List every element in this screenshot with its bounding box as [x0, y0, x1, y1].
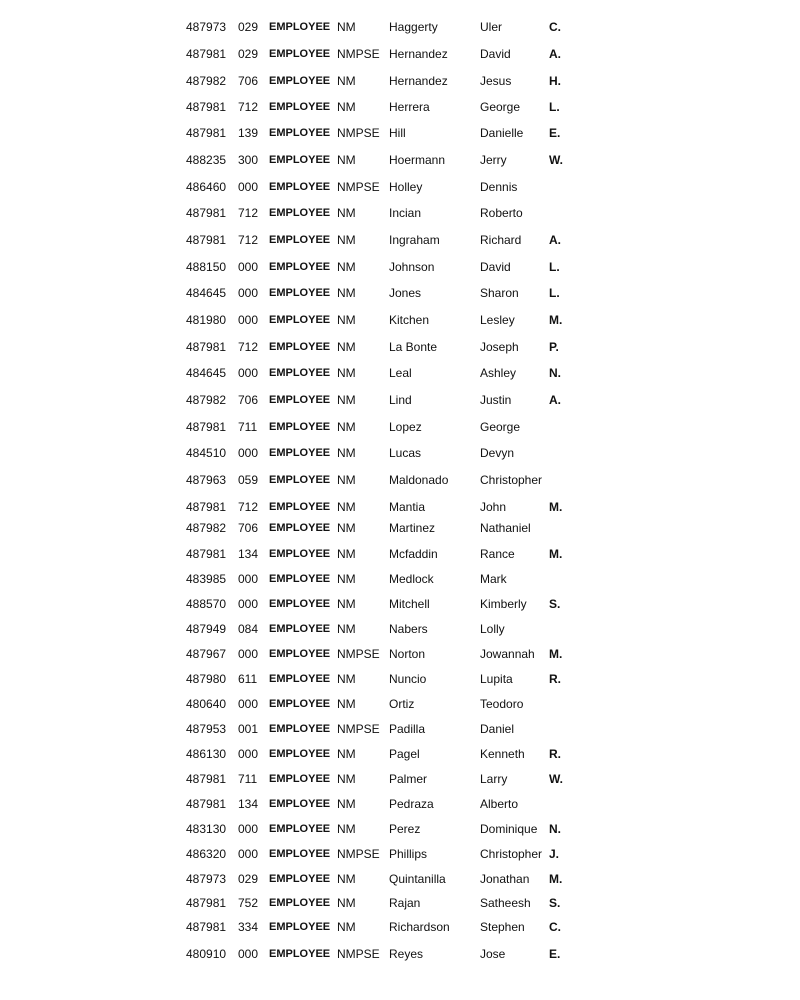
- group-code: NMPSE: [337, 947, 380, 961]
- first-name: Mark: [480, 572, 507, 586]
- middle-initial: M.: [549, 872, 563, 886]
- dept-code: 139: [238, 126, 259, 140]
- middle-initial: N.: [549, 366, 561, 380]
- record-type: EMPLOYEE: [269, 261, 331, 273]
- dept-code: 706: [238, 393, 259, 407]
- record-type: EMPLOYEE: [269, 823, 331, 835]
- first-name: Lolly: [480, 622, 505, 636]
- dept-code: 000: [238, 947, 259, 961]
- table-row: [0, 794, 800, 814]
- employee-id: 487981: [186, 206, 227, 220]
- employee-id: 481980: [186, 313, 227, 327]
- middle-initial: S.: [549, 896, 561, 910]
- table-row: [0, 44, 800, 64]
- dept-code: 029: [238, 20, 259, 34]
- employee-id: 487973: [186, 872, 227, 886]
- record-type: EMPLOYEE: [269, 873, 331, 885]
- employee-id: 484510: [186, 446, 227, 460]
- table-row: [0, 230, 800, 250]
- dept-code: 029: [238, 872, 259, 886]
- last-name: Ortiz: [389, 697, 415, 711]
- first-name: Satheesh: [480, 896, 531, 910]
- record-type: EMPLOYEE: [269, 181, 331, 193]
- record-type: EMPLOYEE: [269, 367, 331, 379]
- employee-id: 487967: [186, 647, 227, 661]
- group-code: NM: [337, 74, 356, 88]
- last-name: Hoermann: [389, 153, 446, 167]
- first-name: Jonathan: [480, 872, 530, 886]
- group-code: NM: [337, 420, 356, 434]
- group-code: NM: [337, 521, 356, 535]
- last-name: Phillips: [389, 847, 428, 861]
- first-name: Justin: [480, 393, 512, 407]
- last-name: Martinez: [389, 521, 436, 535]
- dept-code: 000: [238, 446, 259, 460]
- record-type: EMPLOYEE: [269, 748, 331, 760]
- record-type: EMPLOYEE: [269, 341, 331, 353]
- employee-id: 487981: [186, 500, 227, 514]
- middle-initial: M.: [549, 647, 563, 661]
- middle-initial: E.: [549, 947, 561, 961]
- last-name: Incian: [389, 206, 422, 220]
- middle-initial: S.: [549, 597, 561, 611]
- table-row: [0, 594, 800, 614]
- employee-id: 480640: [186, 697, 227, 711]
- dept-code: 706: [238, 521, 259, 535]
- employee-id: 487981: [186, 233, 227, 247]
- table-row: [0, 819, 800, 839]
- first-name: Ashley: [480, 366, 517, 380]
- group-code: NM: [337, 20, 356, 34]
- table-row: [0, 123, 800, 143]
- table-row: [0, 917, 800, 937]
- employee-id: 487981: [186, 547, 227, 561]
- employee-id: 487973: [186, 20, 227, 34]
- employee-id: 484645: [186, 366, 227, 380]
- middle-initial: P.: [549, 340, 559, 354]
- table-row: [0, 544, 800, 564]
- table-row: [0, 443, 800, 463]
- group-code: NM: [337, 822, 356, 836]
- table-row: [0, 569, 800, 589]
- last-name: La Bonte: [389, 340, 438, 354]
- record-type: EMPLOYEE: [269, 154, 331, 166]
- first-name: Jesus: [480, 74, 512, 88]
- last-name: Medlock: [389, 572, 434, 586]
- group-code: NM: [337, 747, 356, 761]
- group-code: NM: [337, 597, 356, 611]
- first-name: John: [480, 500, 507, 514]
- record-type: EMPLOYEE: [269, 598, 331, 610]
- last-name: Leal: [389, 366, 412, 380]
- first-name: Lesley: [480, 313, 515, 327]
- group-code: NM: [337, 797, 356, 811]
- employee-id: 487982: [186, 74, 227, 88]
- record-type: EMPLOYEE: [269, 421, 331, 433]
- employee-id: 483985: [186, 572, 227, 586]
- last-name: Johnson: [389, 260, 435, 274]
- employee-id: 488235: [186, 153, 227, 167]
- group-code: NM: [337, 473, 356, 487]
- group-code: NMPSE: [337, 180, 380, 194]
- group-code: NM: [337, 872, 356, 886]
- last-name: Pedraza: [389, 797, 434, 811]
- middle-initial: C.: [549, 920, 561, 934]
- table-row: [0, 644, 800, 664]
- employee-id: 486130: [186, 747, 227, 761]
- record-type: EMPLOYEE: [269, 948, 331, 960]
- group-code: NM: [337, 393, 356, 407]
- first-name: Devyn: [480, 446, 515, 460]
- last-name: Kitchen: [389, 313, 430, 327]
- last-name: Palmer: [389, 772, 428, 786]
- middle-initial: M.: [549, 500, 563, 514]
- dept-code: 000: [238, 313, 259, 327]
- first-name: Kimberly: [480, 597, 527, 611]
- last-name: Jones: [389, 286, 422, 300]
- dept-code: 706: [238, 74, 259, 88]
- middle-initial: L.: [549, 100, 560, 114]
- employee-id: 487982: [186, 521, 227, 535]
- record-type: EMPLOYEE: [269, 921, 331, 933]
- record-type: EMPLOYEE: [269, 48, 331, 60]
- first-name: Roberto: [480, 206, 523, 220]
- table-row: [0, 363, 800, 383]
- table-row: [0, 470, 800, 490]
- first-name: Danielle: [480, 126, 524, 140]
- group-code: NMPSE: [337, 647, 380, 661]
- last-name: Hernandez: [389, 74, 448, 88]
- record-type: EMPLOYEE: [269, 773, 331, 785]
- table-row: [0, 893, 800, 913]
- group-code: NM: [337, 572, 356, 586]
- record-type: EMPLOYEE: [269, 127, 331, 139]
- group-code: NM: [337, 340, 356, 354]
- employee-id: 487953: [186, 722, 227, 736]
- first-name: David: [480, 47, 511, 61]
- last-name: Lopez: [389, 420, 422, 434]
- dept-code: 000: [238, 597, 259, 611]
- first-name: Jowannah: [480, 647, 535, 661]
- employee-id: 488150: [186, 260, 227, 274]
- table-row: [0, 719, 800, 739]
- middle-initial: L.: [549, 286, 560, 300]
- middle-initial: C.: [549, 20, 561, 34]
- first-name: Daniel: [480, 722, 515, 736]
- last-name: Quintanilla: [389, 872, 446, 886]
- first-name: Jerry: [480, 153, 507, 167]
- record-type: EMPLOYEE: [269, 234, 331, 246]
- dept-code: 000: [238, 822, 259, 836]
- middle-initial: A.: [549, 47, 561, 61]
- last-name: Maldonado: [389, 473, 449, 487]
- record-type: EMPLOYEE: [269, 848, 331, 860]
- group-code: NMPSE: [337, 47, 380, 61]
- record-type: EMPLOYEE: [269, 897, 331, 909]
- table-row: [0, 310, 800, 330]
- group-code: NM: [337, 547, 356, 561]
- employee-id: 487982: [186, 393, 227, 407]
- dept-code: 712: [238, 500, 259, 514]
- middle-initial: E.: [549, 126, 561, 140]
- dept-code: 000: [238, 286, 259, 300]
- table-row: [0, 17, 800, 37]
- table-row: [0, 518, 800, 538]
- table-row: [0, 390, 800, 410]
- employee-id: 487980: [186, 672, 227, 686]
- table-row: [0, 203, 800, 223]
- record-type: EMPLOYEE: [269, 798, 331, 810]
- last-name: Reyes: [389, 947, 424, 961]
- last-name: Mcfaddin: [389, 547, 438, 561]
- dept-code: 134: [238, 547, 259, 561]
- table-row: [0, 337, 800, 357]
- last-name: Herrera: [389, 100, 430, 114]
- group-code: NMPSE: [337, 722, 380, 736]
- employee-id: 487981: [186, 340, 227, 354]
- middle-initial: A.: [549, 393, 561, 407]
- last-name: Nabers: [389, 622, 428, 636]
- first-name: Sharon: [480, 286, 519, 300]
- employee-id: 487981: [186, 100, 227, 114]
- group-code: NM: [337, 697, 356, 711]
- last-name: Mitchell: [389, 597, 430, 611]
- group-code: NM: [337, 233, 356, 247]
- first-name: Richard: [480, 233, 522, 247]
- group-code: NM: [337, 100, 356, 114]
- first-name: Joseph: [480, 340, 519, 354]
- last-name: Nuncio: [389, 672, 427, 686]
- record-type: EMPLOYEE: [269, 287, 331, 299]
- dept-code: 000: [238, 180, 259, 194]
- middle-initial: J.: [549, 847, 560, 861]
- last-name: Haggerty: [389, 20, 438, 34]
- middle-initial: W.: [549, 772, 563, 786]
- table-row: [0, 844, 800, 864]
- last-name: Rajan: [389, 896, 421, 910]
- record-type: EMPLOYEE: [269, 501, 331, 513]
- last-name: Padilla: [389, 722, 426, 736]
- record-type: EMPLOYEE: [269, 698, 331, 710]
- record-type: EMPLOYEE: [269, 394, 331, 406]
- employee-id: 487981: [186, 126, 227, 140]
- first-name: David: [480, 260, 511, 274]
- record-type: EMPLOYEE: [269, 75, 331, 87]
- middle-initial: H.: [549, 74, 561, 88]
- record-type: EMPLOYEE: [269, 573, 331, 585]
- middle-initial: M.: [549, 313, 563, 327]
- first-name: George: [480, 100, 521, 114]
- first-name: Teodoro: [480, 697, 524, 711]
- employee-id: 487963: [186, 473, 227, 487]
- group-code: NM: [337, 206, 356, 220]
- employee-id: 480910: [186, 947, 227, 961]
- table-row: [0, 769, 800, 789]
- middle-initial: N.: [549, 822, 561, 836]
- group-code: NM: [337, 313, 356, 327]
- employee-id: 487981: [186, 797, 227, 811]
- first-name: Stephen: [480, 920, 525, 934]
- first-name: Rance: [480, 547, 515, 561]
- middle-initial: R.: [549, 672, 561, 686]
- dept-code: 029: [238, 47, 259, 61]
- last-name: Pagel: [389, 747, 420, 761]
- first-name: Alberto: [480, 797, 519, 811]
- table-row: [0, 497, 800, 517]
- middle-initial: M.: [549, 547, 563, 561]
- last-name: Norton: [389, 647, 426, 661]
- record-type: EMPLOYEE: [269, 673, 331, 685]
- dept-code: 712: [238, 340, 259, 354]
- record-type: EMPLOYEE: [269, 21, 331, 33]
- first-name: Dominique: [480, 822, 538, 836]
- table-row: [0, 150, 800, 170]
- last-name: Hernandez: [389, 47, 448, 61]
- table-row: [0, 283, 800, 303]
- employee-id: 487949: [186, 622, 227, 636]
- group-code: NM: [337, 286, 356, 300]
- employee-id: 487981: [186, 47, 227, 61]
- group-code: NM: [337, 672, 356, 686]
- first-name: Uler: [480, 20, 503, 34]
- group-code: NM: [337, 622, 356, 636]
- first-name: Larry: [480, 772, 508, 786]
- employee-id: 486460: [186, 180, 227, 194]
- record-type: EMPLOYEE: [269, 207, 331, 219]
- middle-initial: W.: [549, 153, 563, 167]
- first-name: Christopher: [480, 473, 543, 487]
- record-type: EMPLOYEE: [269, 101, 331, 113]
- table-row: [0, 669, 800, 689]
- table-row: [0, 97, 800, 117]
- dept-code: 084: [238, 622, 259, 636]
- table-row: [0, 71, 800, 91]
- dept-code: 000: [238, 260, 259, 274]
- table-row: [0, 619, 800, 639]
- first-name: Dennis: [480, 180, 518, 194]
- dept-code: 300: [238, 153, 259, 167]
- last-name: Holley: [389, 180, 423, 194]
- dept-code: 134: [238, 797, 259, 811]
- last-name: Richardson: [389, 920, 450, 934]
- table-row: [0, 257, 800, 277]
- group-code: NMPSE: [337, 126, 380, 140]
- first-name: Jose: [480, 947, 506, 961]
- record-type: EMPLOYEE: [269, 623, 331, 635]
- record-type: EMPLOYEE: [269, 447, 331, 459]
- employee-id: 487981: [186, 420, 227, 434]
- employee-id: 488570: [186, 597, 227, 611]
- last-name: Hill: [389, 126, 406, 140]
- first-name: Lupita: [480, 672, 513, 686]
- last-name: Lucas: [389, 446, 422, 460]
- first-name: Nathaniel: [480, 521, 531, 535]
- dept-code: 712: [238, 100, 259, 114]
- dept-code: 000: [238, 366, 259, 380]
- dept-code: 711: [238, 420, 258, 434]
- employee-id: 487981: [186, 896, 227, 910]
- table-row: [0, 177, 800, 197]
- dept-code: 712: [238, 206, 259, 220]
- record-type: EMPLOYEE: [269, 648, 331, 660]
- group-code: NMPSE: [337, 847, 380, 861]
- dept-code: 001: [238, 722, 259, 736]
- last-name: Ingraham: [389, 233, 440, 247]
- group-code: NM: [337, 772, 356, 786]
- employee-id: 487981: [186, 920, 227, 934]
- dept-code: 712: [238, 233, 259, 247]
- dept-code: 000: [238, 647, 259, 661]
- record-type: EMPLOYEE: [269, 474, 331, 486]
- middle-initial: R.: [549, 747, 561, 761]
- last-name: Mantia: [389, 500, 426, 514]
- record-type: EMPLOYEE: [269, 314, 331, 326]
- group-code: NM: [337, 896, 356, 910]
- record-type: EMPLOYEE: [269, 723, 331, 735]
- table-row: [0, 694, 800, 714]
- group-code: NM: [337, 446, 356, 460]
- record-type: EMPLOYEE: [269, 548, 331, 560]
- last-name: Lind: [389, 393, 412, 407]
- middle-initial: L.: [549, 260, 560, 274]
- group-code: NM: [337, 920, 356, 934]
- employee-id: 483130: [186, 822, 227, 836]
- record-type: EMPLOYEE: [269, 522, 331, 534]
- first-name: George: [480, 420, 521, 434]
- dept-code: 000: [238, 572, 259, 586]
- dept-code: 611: [238, 672, 258, 686]
- table-row: [0, 744, 800, 764]
- employee-id: 487981: [186, 772, 227, 786]
- middle-initial: A.: [549, 233, 561, 247]
- dept-code: 000: [238, 747, 259, 761]
- dept-code: 059: [238, 473, 259, 487]
- dept-code: 000: [238, 847, 259, 861]
- dept-code: 752: [238, 896, 259, 910]
- employee-id: 484645: [186, 286, 227, 300]
- group-code: NM: [337, 366, 356, 380]
- table-row: [0, 944, 800, 964]
- dept-code: 334: [238, 920, 259, 934]
- first-name: Christopher: [480, 847, 543, 861]
- table-row: [0, 869, 800, 889]
- table-row: [0, 417, 800, 437]
- group-code: NM: [337, 153, 356, 167]
- employee-id: 486320: [186, 847, 227, 861]
- first-name: Kenneth: [480, 747, 525, 761]
- group-code: NM: [337, 500, 356, 514]
- last-name: Perez: [389, 822, 421, 836]
- dept-code: 711: [238, 772, 258, 786]
- dept-code: 000: [238, 697, 259, 711]
- group-code: NM: [337, 260, 356, 274]
